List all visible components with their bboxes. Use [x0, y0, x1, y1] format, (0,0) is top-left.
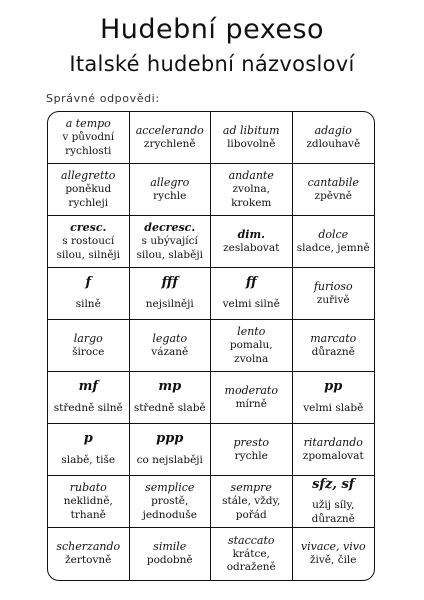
card-meaning: zuřivě — [316, 293, 350, 306]
card-term: legato — [152, 331, 188, 345]
card-term: dolce — [318, 227, 349, 241]
pexeso-card — [130, 112, 212, 164]
card-term: semplice — [145, 481, 195, 495]
page-title: Hudební pexeso — [99, 14, 325, 45]
card-term: presto — [233, 435, 269, 449]
card-meaning: v původní rychlosti — [62, 131, 115, 157]
card-term: simile — [153, 540, 187, 554]
pexeso-card — [211, 424, 293, 476]
pexeso-card — [211, 268, 293, 320]
pexeso-card — [211, 476, 293, 528]
pexeso-card — [293, 476, 375, 528]
pexeso-card — [48, 372, 130, 424]
pexeso-card — [48, 112, 130, 164]
pexeso-card — [211, 164, 293, 216]
card-meaning: zpěvně — [314, 189, 352, 202]
pexeso-card — [211, 112, 293, 164]
card-term: sempre — [230, 481, 272, 495]
card-term: allegretto — [61, 169, 116, 183]
card-term: a tempo — [65, 117, 111, 131]
pexeso-card — [130, 372, 212, 424]
card-meaning: středně slabě — [133, 402, 206, 415]
card-meaning: rychle — [234, 449, 268, 462]
answer-grid — [47, 111, 375, 581]
card-term: mf — [78, 379, 98, 395]
answers-label: Správné odpovědi: — [46, 92, 160, 105]
card-term: adagio — [314, 123, 352, 137]
card-meaning: stále, vždy, pořád — [222, 495, 281, 521]
card-meaning: žertovně — [65, 554, 112, 567]
pexeso-card — [48, 164, 130, 216]
card-meaning: neklidně, trhaně — [63, 495, 113, 521]
card-term: ad libitum — [222, 123, 280, 137]
card-term: dim. — [237, 227, 265, 241]
page-subtitle: Italské hudební názvosloví — [69, 52, 355, 76]
pexeso-card — [48, 476, 130, 528]
card-term: mp — [158, 379, 182, 395]
pexeso-card — [293, 528, 375, 580]
card-meaning: zvolna, krokem — [231, 183, 272, 209]
pexeso-card — [130, 164, 212, 216]
card-term: ff — [245, 275, 257, 291]
card-term: andante — [228, 169, 274, 183]
card-meaning: vázaně — [151, 345, 189, 358]
pexeso-card — [211, 216, 293, 268]
pexeso-card — [130, 320, 212, 372]
card-meaning: široce — [72, 345, 105, 358]
pexeso-card — [130, 424, 212, 476]
card-meaning: zpomalovat — [302, 449, 364, 462]
card-meaning: podobně — [146, 554, 193, 567]
card-term: p — [83, 431, 93, 447]
pexeso-card — [48, 320, 130, 372]
pexeso-card — [130, 476, 212, 528]
card-term: pp — [324, 379, 343, 395]
card-term: allegro — [150, 175, 190, 189]
card-term: decresc. — [144, 221, 196, 235]
card-term: ppp — [156, 431, 184, 447]
card-meaning: užij síly, důrazně — [311, 499, 355, 525]
card-meaning: krátce, odraženě — [226, 547, 276, 574]
card-meaning: co nejslaběji — [136, 454, 203, 467]
pexeso-card — [130, 528, 212, 580]
card-meaning: nejsilněji — [145, 298, 194, 311]
pexeso-card — [293, 424, 375, 476]
card-term: moderato — [224, 383, 278, 397]
pexeso-card — [48, 424, 130, 476]
card-meaning: silně — [75, 298, 101, 311]
card-meaning: s rostoucí silou, silněji — [56, 235, 121, 261]
card-meaning: pomalu, zvolna — [229, 339, 273, 365]
card-term: cantabile — [307, 175, 359, 189]
pexeso-card — [293, 268, 375, 320]
card-term: f — [85, 275, 92, 291]
card-meaning: slabě, tiše — [61, 454, 116, 467]
card-term: scherzando — [56, 540, 121, 554]
card-meaning: poněkud rychleji — [65, 183, 112, 209]
card-term: accelerando — [135, 123, 204, 137]
card-term: furioso — [313, 279, 353, 293]
card-term: sfz, sf — [312, 476, 355, 492]
card-meaning: zdlouhavě — [306, 137, 361, 150]
pexeso-card — [293, 372, 375, 424]
pexeso-card — [293, 320, 375, 372]
pexeso-card — [293, 112, 375, 164]
pexeso-card — [293, 216, 375, 268]
card-meaning: rychle — [153, 189, 187, 202]
pexeso-card — [48, 216, 130, 268]
card-meaning: zrychleně — [143, 137, 196, 150]
pexeso-card — [211, 372, 293, 424]
pexeso-card — [211, 528, 293, 580]
card-meaning: prostě, jednoduše — [142, 495, 197, 521]
card-term: cresc. — [70, 221, 107, 235]
card-meaning: zeslabovat — [223, 241, 280, 254]
card-meaning: mírně — [235, 397, 267, 410]
card-term: marcato — [310, 331, 357, 345]
card-term: ritardando — [303, 435, 363, 449]
card-meaning: velmi slabě — [303, 402, 364, 415]
card-meaning: živě, čile — [309, 554, 357, 567]
pexeso-card — [130, 216, 212, 268]
card-meaning: velmi silně — [222, 298, 280, 311]
card-meaning: s ubývající silou, slaběji — [136, 235, 203, 261]
pexeso-card — [48, 268, 130, 320]
pexeso-card — [48, 528, 130, 580]
pexeso-card — [293, 164, 375, 216]
card-term: fff — [161, 275, 178, 291]
pexeso-card — [211, 320, 293, 372]
card-meaning: středně silně — [53, 402, 123, 415]
card-term: vivace, vivo — [300, 540, 366, 554]
card-meaning: sladce, jemně — [296, 241, 370, 254]
pexeso-card — [130, 268, 212, 320]
card-meaning: libovolně — [227, 137, 276, 150]
card-meaning: důrazně — [311, 345, 355, 358]
card-term: largo — [73, 331, 103, 345]
card-term: staccato — [227, 533, 275, 547]
card-term: lento — [237, 325, 266, 339]
card-term: rubato — [69, 481, 107, 495]
